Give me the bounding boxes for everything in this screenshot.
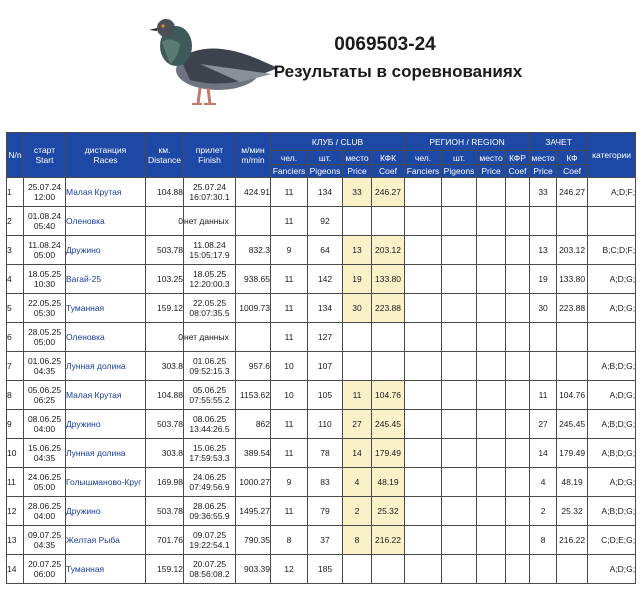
club-fanciers-en: Fanciers [271,165,308,178]
region-place-cell [477,410,506,439]
categories-cell: A;D;G; [588,555,636,584]
region-coef-cell [506,468,530,497]
club-place-label: место [343,151,372,165]
region-place-cell [477,526,506,555]
club-fanciers-cell: 12 [271,555,308,584]
club-fanciers-cell: 10 [271,381,308,410]
club-coef-cell: 203.12 [372,236,405,265]
club-place-cell [343,352,372,381]
credit-group-header: ЗАЧЕТ [530,133,588,151]
club-pigeons-cell: 127 [308,323,343,352]
start-cell: 28.05.25 05:00 [24,323,66,352]
credit-place-cell: 14 [530,439,557,468]
region-pigeons-cell [442,352,477,381]
credit-coef-cell: 133.80 [557,265,588,294]
row-number: 8 [7,381,24,410]
start-cell: 22.05.25 05:30 [24,294,66,323]
region-fanciers-cell [405,381,442,410]
credit-coef-cell: 246.27 [557,178,588,207]
club-pigeons-cell: 105 [308,381,343,410]
region-place-cell [477,323,506,352]
table-body [7,178,636,584]
speed-cell: 1000.27 [236,468,271,497]
race-link[interactable]: Желтая Рыба [66,526,146,555]
club-place-cell: 13 [343,236,372,265]
results-table [6,132,636,584]
speed-cell: 790.35 [236,526,271,555]
race-link[interactable]: Дружино [66,410,146,439]
start-cell: 09.07.25 04:35 [24,526,66,555]
start-cell: 24.06.25 05:00 [24,468,66,497]
club-place-cell: 33 [343,178,372,207]
start-cell: 20.07.25 06:00 [24,555,66,584]
table-row [7,178,636,207]
credit-coef-en: Coef [557,165,588,178]
speed-cell: 903.39 [236,555,271,584]
credit-place-cell [530,207,557,236]
table-row [7,323,636,352]
start-cell: 01.06.25 04:35 [24,352,66,381]
row-number: 11 [7,468,24,497]
region-fanciers-cell [405,468,442,497]
club-place-cell [343,323,372,352]
region-coef-cell [506,381,530,410]
start-cell: 05.06.25 06:25 [24,381,66,410]
region-coef-cell [506,497,530,526]
page-header [0,0,640,130]
club-pigeons-cell: 78 [308,439,343,468]
club-coef-cell: 246.27 [372,178,405,207]
region-fanciers-cell [405,526,442,555]
table-row [7,294,636,323]
club-coef-cell: 216.22 [372,526,405,555]
credit-coef-label: КФ [557,151,588,165]
region-pigeons-cell [442,381,477,410]
finish-cell: 22.05.25 08:07:35.5 [184,294,236,323]
speed-cell: 938.65 [236,265,271,294]
region-coef-en: Coef [506,165,530,178]
credit-coef-cell [557,207,588,236]
region-place-cell [477,236,506,265]
region-coef-label: КФР [506,151,530,165]
region-coef-cell [506,178,530,207]
club-fanciers-cell: 8 [271,526,308,555]
club-pigeons-cell: 79 [308,497,343,526]
club-pigeons-cell: 92 [308,207,343,236]
col-distance: км. Distance [146,133,184,178]
club-coef-cell [372,207,405,236]
region-place-cell [477,439,506,468]
table-row [7,410,636,439]
table-row [7,236,636,265]
distance-cell: 503.78 [146,236,184,265]
credit-coef-cell: 223.88 [557,294,588,323]
credit-coef-cell: 104.76 [557,381,588,410]
region-place-en: Price [477,165,506,178]
club-pigeons-cell: 185 [308,555,343,584]
region-pigeons-cell [442,236,477,265]
club-fanciers-cell: 11 [271,294,308,323]
region-pigeons-cell [442,468,477,497]
club-pigeons-cell: 134 [308,178,343,207]
club-coef-cell: 179.49 [372,439,405,468]
credit-place-cell: 4 [530,468,557,497]
region-fanciers-cell [405,207,442,236]
credit-place-cell: 11 [530,381,557,410]
categories-cell: C;D;E;G; [588,526,636,555]
row-number: 3 [7,236,24,265]
club-fanciers-cell: 11 [271,497,308,526]
club-place-cell [343,207,372,236]
start-cell: 08.06.25 04:00 [24,410,66,439]
categories-cell [588,207,636,236]
region-pigeons-cell [442,439,477,468]
categories-cell: A;D;G; [588,265,636,294]
club-coef-label: КФК [372,151,405,165]
credit-coef-cell: 245.45 [557,410,588,439]
club-coef-cell: 104.76 [372,381,405,410]
credit-place-cell: 2 [530,497,557,526]
region-place-cell [477,555,506,584]
distance-cell: 0 [146,323,184,352]
region-place-label: место [477,151,506,165]
region-coef-cell [506,207,530,236]
credit-coef-cell [557,323,588,352]
distance-cell: 104.88 [146,381,184,410]
credit-coef-cell [557,555,588,584]
credit-coef-cell: 48.19 [557,468,588,497]
speed-cell [236,207,271,236]
region-coef-cell [506,265,530,294]
region-pigeons-cell [442,265,477,294]
distance-cell: 303.8 [146,352,184,381]
distance-cell: 303.8 [146,439,184,468]
club-pigeons-cell: 110 [308,410,343,439]
categories-cell: A;B;D;G; [588,410,636,439]
finish-cell: 15.06.25 17:59:53.3 [184,439,236,468]
race-link[interactable]: Лунная долина [66,439,146,468]
race-link[interactable]: Дружино [66,236,146,265]
credit-coef-cell: 25.32 [557,497,588,526]
region-pigeons-cell [442,555,477,584]
region-fanciers-cell [405,439,442,468]
credit-place-cell [530,352,557,381]
region-coef-cell [506,410,530,439]
club-pigeons-en: Pigeons [308,165,343,178]
distance-cell: 503.78 [146,497,184,526]
finish-cell: 11.08.24 15:05:17.9 [184,236,236,265]
credit-place-cell: 13 [530,236,557,265]
row-number: 9 [7,410,24,439]
distance-cell: 159.12 [146,555,184,584]
pigeon-image [140,8,280,120]
credit-coef-cell: 216.22 [557,526,588,555]
distance-cell: 104.88 [146,178,184,207]
row-number: 2 [7,207,24,236]
distance-cell: 159.12 [146,294,184,323]
categories-cell: B;C;D;F; [588,236,636,265]
region-fanciers-en: Fanciers [405,165,442,178]
start-cell: 18.05.25 10:30 [24,265,66,294]
credit-coef-cell [557,352,588,381]
club-coef-cell [372,323,405,352]
credit-place-cell [530,323,557,352]
categories-cell: A;D;G; [588,294,636,323]
categories-cell: A;D;G; [588,381,636,410]
finish-cell: нет данных [184,207,236,236]
row-number: 12 [7,497,24,526]
club-pigeons-cell: 83 [308,468,343,497]
region-place-cell [477,468,506,497]
row-number: 7 [7,352,24,381]
club-fanciers-cell: 11 [271,410,308,439]
finish-cell: 20.07.25 08:56:08.2 [184,555,236,584]
race-link[interactable]: Оленовка [66,207,146,236]
race-link[interactable]: Туманная [66,294,146,323]
race-link[interactable]: Голышманово-Круг [66,468,146,497]
region-fanciers-cell [405,178,442,207]
club-place-cell: 11 [343,381,372,410]
table-row [7,555,636,584]
region-pigeons-cell [442,410,477,439]
club-pigeons-cell: 134 [308,294,343,323]
credit-place-en: Price [530,165,557,178]
categories-cell: A;B;D;G; [588,439,636,468]
region-fanciers-cell [405,352,442,381]
finish-cell: 05.06.25 07:55:55.2 [184,381,236,410]
club-coef-cell: 223.88 [372,294,405,323]
table-row [7,207,636,236]
region-place-cell [477,294,506,323]
club-place-cell: 30 [343,294,372,323]
region-fanciers-cell [405,555,442,584]
row-number: 13 [7,526,24,555]
speed-cell: 862 [236,410,271,439]
categories-cell: A;D;F; [588,178,636,207]
page-title: Результаты в соревнованиях [273,62,523,81]
distance-cell: 503.78 [146,410,184,439]
speed-cell: 1495.27 [236,497,271,526]
start-cell: 11.08.24 05:00 [24,236,66,265]
club-place-cell: 14 [343,439,372,468]
region-coef-cell [506,294,530,323]
table-row [7,497,636,526]
region-place-cell [477,178,506,207]
row-number: 5 [7,294,24,323]
distance-cell: 169.98 [146,468,184,497]
region-pigeons-label: шт. [442,151,477,165]
club-place-cell: 8 [343,526,372,555]
region-fanciers-label: чел. [405,151,442,165]
speed-cell: 832.3 [236,236,271,265]
region-place-cell [477,265,506,294]
club-fanciers-cell: 9 [271,468,308,497]
region-pigeons-cell [442,178,477,207]
region-fanciers-cell [405,294,442,323]
region-fanciers-cell [405,236,442,265]
distance-cell: 0 [146,207,184,236]
col-finish: прилет Finish [184,133,236,178]
region-place-cell [477,352,506,381]
club-coef-cell: 25.32 [372,497,405,526]
table-row [7,381,636,410]
credit-place-cell: 19 [530,265,557,294]
club-place-cell: 4 [343,468,372,497]
region-coef-cell [506,555,530,584]
table-row [7,439,636,468]
region-place-cell [477,207,506,236]
start-cell: 15.06.25 04:35 [24,439,66,468]
club-coef-cell [372,352,405,381]
region-pigeons-en: Pigeons [442,165,477,178]
table-row [7,468,636,497]
table-header [7,133,636,178]
categories-cell: A;D;G; [588,468,636,497]
credit-coef-cell: 203.12 [557,236,588,265]
finish-cell: 24.06.25 07:49:56.9 [184,468,236,497]
club-fanciers-label: чел. [271,151,308,165]
credit-place-cell: 27 [530,410,557,439]
region-coef-cell [506,323,530,352]
finish-cell: 18.05.25 12:20:00.3 [184,265,236,294]
row-number: 1 [7,178,24,207]
club-pigeons-cell: 142 [308,265,343,294]
region-coef-cell [506,439,530,468]
region-fanciers-cell [405,410,442,439]
finish-cell: нет данных [184,323,236,352]
start-cell: 28.06.25 04:00 [24,497,66,526]
race-link[interactable]: Малая Крутая [66,381,146,410]
club-pigeons-cell: 37 [308,526,343,555]
club-pigeons-cell: 107 [308,352,343,381]
row-number: 6 [7,323,24,352]
club-fanciers-cell: 10 [271,352,308,381]
col-race: дистанция Races [66,133,146,178]
club-coef-cell: 133.80 [372,265,405,294]
region-coef-cell [506,352,530,381]
finish-cell: 09.07.25 19:22:54.1 [184,526,236,555]
region-coef-cell [506,236,530,265]
region-pigeons-cell [442,323,477,352]
region-group-header: РЕГИОН / REGION [405,133,530,151]
region-place-cell [477,381,506,410]
club-fanciers-cell: 11 [271,323,308,352]
speed-cell: 389.54 [236,439,271,468]
club-fanciers-cell: 11 [271,265,308,294]
club-place-cell: 27 [343,410,372,439]
credit-coef-cell: 179.49 [557,439,588,468]
club-coef-cell [372,555,405,584]
region-fanciers-cell [405,497,442,526]
speed-cell: 957.6 [236,352,271,381]
region-fanciers-cell [405,323,442,352]
credit-place-cell: 8 [530,526,557,555]
row-number: 4 [7,265,24,294]
col-n: N/n [7,133,24,178]
region-place-cell [477,497,506,526]
club-coef-cell: 48.19 [372,468,405,497]
region-fanciers-cell [405,265,442,294]
region-pigeons-cell [442,294,477,323]
credit-place-cell: 30 [530,294,557,323]
race-link[interactable]: Дружино [66,497,146,526]
credit-place-label: место [531,152,555,163]
club-pigeons-label: шт. [308,151,343,165]
club-place-cell: 19 [343,265,372,294]
club-place-cell: 2 [343,497,372,526]
race-link[interactable]: Лунная долина [66,352,146,381]
finish-cell: 01.06.25 09:52:15.3 [184,352,236,381]
ring-number: 0069503-24 [334,34,436,55]
region-coef-cell [506,526,530,555]
club-pigeons-cell: 64 [308,236,343,265]
table-row [7,352,636,381]
row-number: 14 [7,555,24,584]
speed-cell [236,323,271,352]
club-fanciers-cell: 9 [271,236,308,265]
club-fanciers-cell: 11 [271,178,308,207]
race-link[interactable]: Малая Крутая [66,178,146,207]
club-fanciers-cell: 11 [271,439,308,468]
speed-cell: 1153.62 [236,381,271,410]
col-start: старт Start [24,133,66,178]
finish-cell: 25.07.24 16:07:30.1 [184,178,236,207]
club-coef-en: Coef [372,165,405,178]
distance-cell: 701.76 [146,526,184,555]
categories-cell: A;B;D;G; [588,497,636,526]
credit-place-cell: 33 [530,178,557,207]
row-number: 10 [7,439,24,468]
table-row [7,526,636,555]
club-coef-cell: 245.45 [372,410,405,439]
club-group-header: КЛУБ / CLUB [271,133,405,151]
col-categories: категории [588,133,636,178]
finish-cell: 08.06.25 13:44:26.5 [184,410,236,439]
start-cell: 25.07.24 12:00 [24,178,66,207]
race-link[interactable]: Оленовка [66,323,146,352]
categories-cell [588,323,636,352]
start-cell: 01.08.24 05:40 [24,207,66,236]
col-speed: м/мин m/min [236,133,271,178]
table-row [7,265,636,294]
race-link[interactable]: Туманная [66,555,146,584]
club-place-cell [343,555,372,584]
speed-cell: 424.91 [236,178,271,207]
region-pigeons-cell [442,497,477,526]
region-pigeons-cell [442,207,477,236]
club-fanciers-cell: 11 [271,207,308,236]
region-pigeons-cell [442,526,477,555]
credit-place-cell [530,555,557,584]
speed-cell: 1009.73 [236,294,271,323]
finish-cell: 28.06.25 09:36:55.9 [184,497,236,526]
race-link[interactable]: Вагай-25 [66,265,146,294]
categories-cell: A;B;D;G; [588,352,636,381]
club-place-en: Price [343,165,372,178]
distance-cell: 103.25 [146,265,184,294]
